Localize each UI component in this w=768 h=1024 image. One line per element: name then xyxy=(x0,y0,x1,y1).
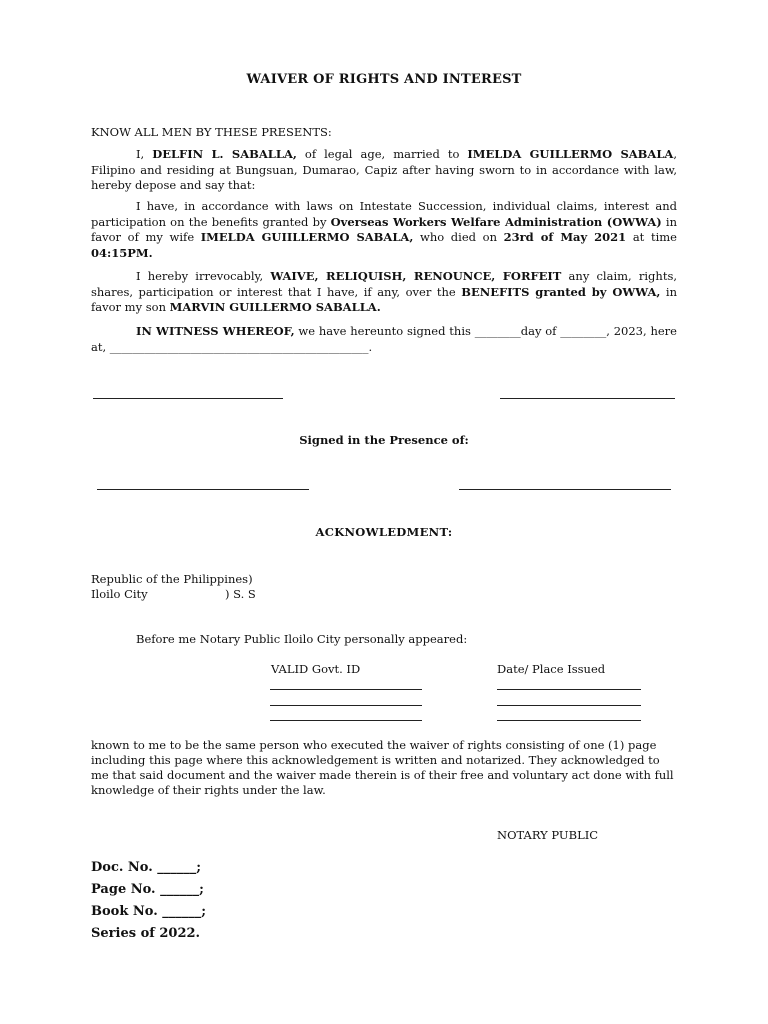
id-line-3[interactable] xyxy=(270,720,422,721)
para1-text-b: of legal age, married to xyxy=(296,147,468,161)
spouse-name: IMELDA GUILLERMO SABALA xyxy=(467,147,674,161)
book-no: Book No. ______; xyxy=(91,904,207,919)
son-name: MARVIN GUILLERMO SABALLA. xyxy=(169,300,381,314)
paragraph-witness xyxy=(91,324,677,355)
death-time: 04:15PM. xyxy=(91,245,153,260)
paragraph-claims xyxy=(91,199,677,261)
para3-text-a: I hereby irrevocably, xyxy=(136,269,271,283)
para4-text: we have hereunto signed this ________day of ________, 2023, here at, _____________________________________________. xyxy=(91,324,677,354)
witness-line-left[interactable] xyxy=(97,489,309,490)
acknowledgment-heading: ACKNOWLEDMENT: xyxy=(315,525,453,539)
id-line-1[interactable] xyxy=(270,689,422,690)
para1-text-a: I, xyxy=(136,147,153,161)
column-valid-id: VALID Govt. ID xyxy=(271,662,361,676)
signed-presence-label: Signed in the Presence of: xyxy=(299,433,469,447)
date-line-1[interactable] xyxy=(497,689,641,690)
before-me-text: Before me Notary Public Iloilo City personally appeared: xyxy=(136,632,468,646)
para2-text-d: at time xyxy=(626,230,677,244)
witness-line-right[interactable] xyxy=(459,489,671,490)
paragraph-affiant xyxy=(91,147,677,194)
id-line-2[interactable] xyxy=(270,705,422,706)
para2-text-a: I have, in accordance with laws on Intestate Succession, individual claims, interest and participation on the benefits granted by xyxy=(91,199,677,229)
date-line-3[interactable] xyxy=(497,720,641,721)
page-no: Page No. ______; xyxy=(91,882,204,897)
waiver-verbs: WAIVE, RELIQUISH, RENOUNCE, FORFEIT xyxy=(270,269,562,283)
paragraph-waiver xyxy=(91,269,677,316)
benefits-text: BENEFITS granted by OWWA, xyxy=(461,284,661,299)
signature-line-right[interactable] xyxy=(500,398,675,399)
intro-line: KNOW ALL MEN BY THESE PRESENTS: xyxy=(91,125,332,139)
para2-text-b: in favor of my wife xyxy=(91,214,677,244)
agency-name: Overseas Workers Welfare Administration (OWWA) xyxy=(330,214,662,229)
acknowledgment-paragraph: known to me to be the same person who executed the waiver of rights consisting of one (1) page including this page where this acknowledgement is written and notarized. They acknowledged to me that said document and the waiver made therein is of their free and voluntary act done with full knowledge of their rights under the law. xyxy=(91,738,674,797)
document-title: WAIVER OF RIGHTS AND INTEREST xyxy=(246,72,522,87)
witness-lead: IN WITNESS WHEREOF, xyxy=(136,324,295,338)
affiant-name: DELFIN L. SABALLA, xyxy=(152,147,297,161)
notary-public-label: NOTARY PUBLIC xyxy=(497,828,599,842)
venue-ss: ) S. S xyxy=(225,587,256,601)
death-date: 23rd of May 2021 xyxy=(503,230,627,244)
para1-text-c: , Filipino and residing at Bungsuan, Dumarao, Capiz after having sworn to in accordance with law, hereby depose and say that: xyxy=(91,147,677,192)
notarial-register xyxy=(91,857,206,945)
venue-city: Iloilo City xyxy=(91,587,148,601)
column-date-place: Date/ Place Issued xyxy=(497,662,606,676)
signature-line-left[interactable] xyxy=(93,398,283,399)
date-line-2[interactable] xyxy=(497,705,641,706)
para3-text-b: any claim, rights, shares, participation or interest that I have, if any, over the xyxy=(91,269,677,299)
series-year: Series of 2022. xyxy=(91,926,201,941)
para3-text-c: in favor my son xyxy=(91,284,678,314)
para2-text-c: who died on xyxy=(413,230,504,244)
doc-no: Doc. No. ______; xyxy=(91,860,202,875)
venue-line-1: Republic of the Philippines) xyxy=(91,572,253,586)
wife-name: IMELDA GUIILLERMO SABALA, xyxy=(200,230,414,244)
